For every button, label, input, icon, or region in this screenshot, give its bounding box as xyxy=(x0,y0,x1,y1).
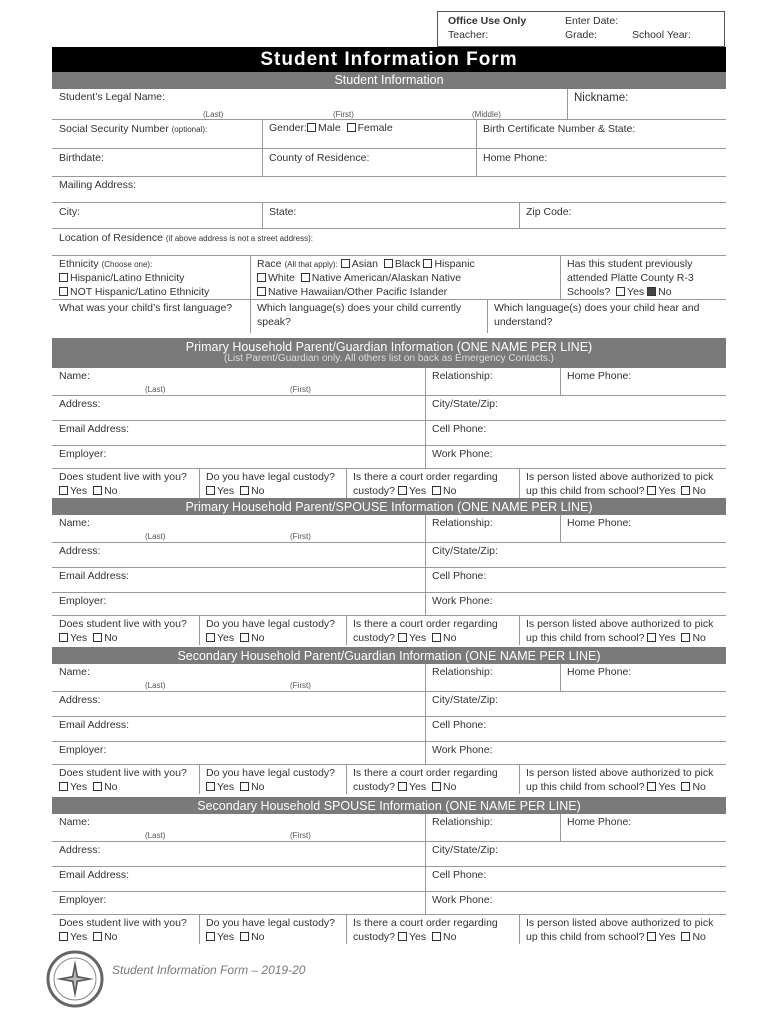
s1-employer-label: Employer: xyxy=(59,448,107,460)
first-language-label: What was your child’s first language? xyxy=(59,302,233,314)
s4-court-row: custody? Yes No xyxy=(353,931,457,943)
previous-no-checkbox[interactable] xyxy=(647,287,656,296)
s3-authorized-no-checkbox[interactable] xyxy=(681,782,690,791)
enter-date-label: Enter Date: xyxy=(565,15,619,27)
s1-authorized-yes-checkbox[interactable] xyxy=(647,486,656,495)
s4-work-label: Work Phone: xyxy=(432,894,493,906)
name-first-hint: (First) xyxy=(333,110,354,119)
s3-authorized-row: up this child from school? Yes No xyxy=(526,781,706,793)
ssn-note: (optional): xyxy=(171,125,208,134)
s1-work-label: Work Phone: xyxy=(432,448,493,460)
s3-name-label: Name: xyxy=(59,666,90,678)
s1-court-question-1: Is there a court order regarding xyxy=(353,471,498,483)
s3-live-yes-checkbox[interactable] xyxy=(59,782,68,791)
s2-court-question-1: Is there a court order regarding xyxy=(353,618,498,630)
s1-court-no-checkbox[interactable] xyxy=(432,486,441,495)
section-2-header: Primary Household Parent/SPOUSE Information (ONE NAME PER LINE) xyxy=(52,498,726,515)
s4-live-no-checkbox[interactable] xyxy=(93,932,102,941)
s2-employer-label: Employer: xyxy=(59,595,107,607)
s2-custody-question: Do you have legal custody? xyxy=(206,618,335,630)
race-heading: Race (All that apply): Asian Black Hispanic xyxy=(257,258,475,270)
s4-court-yes-checkbox[interactable] xyxy=(398,932,407,941)
s2-court-row: custody? Yes No xyxy=(353,632,457,644)
s4-custody-no-checkbox[interactable] xyxy=(240,932,249,941)
hispanic-ethnicity-option[interactable]: Hispanic/Latino Ethnicity xyxy=(59,272,184,284)
s4-live-question: Does student live with you? xyxy=(59,917,187,929)
s4-name-label: Name: xyxy=(59,816,90,828)
s2-first-hint: (First) xyxy=(290,532,311,541)
s1-last-hint: (Last) xyxy=(145,385,166,394)
zip-label: Zip Code: xyxy=(526,206,572,218)
previous-question-2: attended Platte County R-3 xyxy=(567,272,694,284)
s4-email-label: Email Address: xyxy=(59,869,130,881)
previous-question-1: Has this student previously xyxy=(567,258,693,270)
s1-home-phone-label: Home Phone: xyxy=(567,370,632,382)
gender-field xyxy=(269,122,393,134)
s4-home-phone-label: Home Phone: xyxy=(567,816,632,828)
section-3-header: Secondary Household Parent/Guardian Information (ONE NAME PER LINE) xyxy=(52,647,726,664)
s2-authorized-yes-checkbox[interactable] xyxy=(647,633,656,642)
s2-address-label: Address: xyxy=(59,545,101,557)
s3-court-row: custody? Yes No xyxy=(353,781,457,793)
race-note: (All that apply): xyxy=(284,260,338,269)
s2-live: Yes No xyxy=(59,632,118,644)
native-american-checkbox[interactable] xyxy=(301,273,310,282)
birthdate-label: Birthdate: xyxy=(59,152,104,164)
s3-city-state-zip-label: City/State/Zip: xyxy=(432,694,498,706)
s3-employer-label: Employer: xyxy=(59,744,107,756)
s2-authorized-question-1: Is person listed above authorized to pick xyxy=(526,618,714,630)
ssn-field[interactable] xyxy=(59,123,207,135)
section-1-subheader: (List Parent/Guardian only. All others list on back as Emergency Contacts.) xyxy=(224,353,554,364)
white-checkbox[interactable] xyxy=(257,273,266,282)
s1-custody: Yes No xyxy=(206,485,265,497)
s4-first-hint: (First) xyxy=(290,831,311,840)
home-language-label-2: speak? xyxy=(257,316,291,328)
s3-custody: Yes No xyxy=(206,781,265,793)
ethnicity-heading xyxy=(59,258,152,270)
s4-address-label: Address: xyxy=(59,844,101,856)
male-checkbox[interactable] xyxy=(307,123,316,132)
s3-authorized-question-1: Is person listed above authorized to pick xyxy=(526,767,714,779)
female-label: Female xyxy=(357,122,393,134)
s4-live-yes-checkbox[interactable] xyxy=(59,932,68,941)
s2-relationship-label: Relationship: xyxy=(432,517,493,529)
s1-city-state-zip-label: City/State/Zip: xyxy=(432,398,498,410)
district-seal-icon xyxy=(46,950,104,1008)
asian-checkbox[interactable] xyxy=(341,259,350,268)
s3-live: Yes No xyxy=(59,781,118,793)
s4-court-no-checkbox[interactable] xyxy=(432,932,441,941)
grade-label: Grade: xyxy=(565,29,598,41)
s2-custody: Yes No xyxy=(206,632,265,644)
s4-custody-yes-checkbox[interactable] xyxy=(206,932,215,941)
location-label: Location of Residence xyxy=(59,232,163,244)
s4-authorized-question-1: Is person listed above authorized to pick xyxy=(526,917,714,929)
hear-language-label-1: Which language(s) does your child hear and xyxy=(494,302,700,314)
s2-authorized-row: up this child from school? Yes No xyxy=(526,632,706,644)
location-field xyxy=(59,232,313,244)
not-hispanic-checkbox[interactable] xyxy=(59,287,68,296)
home-language-label-1: Which language(s) does your child currently xyxy=(257,302,462,314)
s4-authorized-yes-checkbox[interactable] xyxy=(647,932,656,941)
s1-first-hint: (First) xyxy=(290,385,311,394)
s3-court-no-checkbox[interactable] xyxy=(432,782,441,791)
s2-cell-label: Cell Phone: xyxy=(432,570,487,582)
native-hawaiian-checkbox[interactable] xyxy=(257,287,266,296)
s1-relationship-label: Relationship: xyxy=(432,370,493,382)
s2-court-yes-checkbox[interactable] xyxy=(398,633,407,642)
not-hispanic-option[interactable]: NOT Hispanic/Latino Ethnicity xyxy=(59,286,209,298)
male-label: Male xyxy=(317,122,341,134)
s4-last-hint: (Last) xyxy=(145,831,166,840)
s2-city-state-zip-label: City/State/Zip: xyxy=(432,545,498,557)
s2-live-no-checkbox[interactable] xyxy=(93,633,102,642)
s4-live: Yes No xyxy=(59,931,118,943)
city-label: City: xyxy=(59,206,80,218)
s1-court-yes-checkbox[interactable] xyxy=(398,486,407,495)
s2-live-question: Does student live with you? xyxy=(59,618,187,630)
s1-authorized-question-1: Is person listed above authorized to pick xyxy=(526,471,714,483)
s3-home-phone-label: Home Phone: xyxy=(567,666,632,678)
ssn-label: Social Security Number xyxy=(59,123,169,135)
ethnicity-note: (Choose one): xyxy=(101,260,153,269)
s1-live: Yes No xyxy=(59,485,118,497)
s2-work-label: Work Phone: xyxy=(432,595,493,607)
s1-cell-label: Cell Phone: xyxy=(432,423,487,435)
school-year-label: School Year: xyxy=(632,29,691,41)
s2-custody-yes-checkbox[interactable] xyxy=(206,633,215,642)
s4-court-question-1: Is there a court order regarding xyxy=(353,917,498,929)
s4-authorized-no-checkbox[interactable] xyxy=(681,932,690,941)
name-last-hint: (Last) xyxy=(203,110,224,119)
s3-relationship-label: Relationship: xyxy=(432,666,493,678)
s3-last-hint: (Last) xyxy=(145,681,166,690)
race-label: Race xyxy=(257,258,282,270)
s3-custody-no-checkbox[interactable] xyxy=(240,782,249,791)
s3-custody-question: Do you have legal custody? xyxy=(206,767,335,779)
s2-custody-no-checkbox[interactable] xyxy=(240,633,249,642)
s4-custody-question: Do you have legal custody? xyxy=(206,917,335,929)
s4-relationship-label: Relationship: xyxy=(432,816,493,828)
teacher-label: Teacher: xyxy=(448,29,489,41)
s1-live-yes-checkbox[interactable] xyxy=(59,486,68,495)
footer-text: Student Information Form – 2019-20 xyxy=(112,963,306,977)
s1-authorized-row: up this child from school? Yes No xyxy=(526,485,706,497)
s1-address-label: Address: xyxy=(59,398,101,410)
office-use-box xyxy=(437,11,725,47)
section-4-header: Secondary Household SPOUSE Information (ONE NAME PER LINE) xyxy=(52,797,726,814)
s1-court-row: custody? Yes No xyxy=(353,485,457,497)
s2-authorized-no-checkbox[interactable] xyxy=(681,633,690,642)
s3-live-question: Does student live with you? xyxy=(59,767,187,779)
nickname-label: Nickname: xyxy=(574,92,629,104)
form-title: Student Information Form xyxy=(52,47,726,72)
hispanic-ethnicity-checkbox[interactable] xyxy=(59,273,68,282)
s1-live-question: Does student live with you? xyxy=(59,471,187,483)
s2-last-hint: (Last) xyxy=(145,532,166,541)
s3-address-label: Address: xyxy=(59,694,101,706)
hispanic-race-checkbox[interactable] xyxy=(423,259,432,268)
state-label: State: xyxy=(269,206,297,218)
s3-cell-label: Cell Phone: xyxy=(432,719,487,731)
legal-name-label: Student’s Legal Name: xyxy=(59,91,166,103)
female-checkbox[interactable] xyxy=(347,123,356,132)
s2-live-yes-checkbox[interactable] xyxy=(59,633,68,642)
s3-court-yes-checkbox[interactable] xyxy=(398,782,407,791)
s4-city-state-zip-label: City/State/Zip: xyxy=(432,844,498,856)
race-row-3: Native Hawaiian/Other Pacific Islander xyxy=(257,286,447,298)
mailing-address-label: Mailing Address: xyxy=(59,179,137,191)
s2-name-label: Name: xyxy=(59,517,90,529)
s1-email-label: Email Address: xyxy=(59,423,130,435)
student-home-phone-label: Home Phone: xyxy=(483,152,548,164)
s2-court-no-checkbox[interactable] xyxy=(432,633,441,642)
name-middle-hint: (Middle) xyxy=(472,110,501,119)
birth-cert-label: Birth Certificate Number & State: xyxy=(483,123,636,135)
s1-authorized-no-checkbox[interactable] xyxy=(681,486,690,495)
s3-court-question-1: Is there a court order regarding xyxy=(353,767,498,779)
s2-home-phone-label: Home Phone: xyxy=(567,517,632,529)
s1-custody-question: Do you have legal custody? xyxy=(206,471,335,483)
previous-question-3: Schools? Yes No xyxy=(567,286,672,298)
race-row-2: White Native American/Alaskan Native xyxy=(257,272,461,284)
s1-live-no-checkbox[interactable] xyxy=(93,486,102,495)
s1-name-label: Name: xyxy=(59,370,90,382)
s3-custody-yes-checkbox[interactable] xyxy=(206,782,215,791)
s1-custody-no-checkbox[interactable] xyxy=(240,486,249,495)
office-use-label: Office Use Only xyxy=(448,15,527,27)
s4-authorized-row: up this child from school? Yes No xyxy=(526,931,706,943)
s2-email-label: Email Address: xyxy=(59,570,130,582)
gender-label: Gender: xyxy=(269,122,307,134)
ethnicity-label: Ethnicity xyxy=(59,258,99,270)
s4-employer-label: Employer: xyxy=(59,894,107,906)
section-1-header: Primary Household Parent/Guardian Information (ONE NAME PER LINE) xyxy=(52,338,726,368)
s3-first-hint: (First) xyxy=(290,681,311,690)
previous-yes-checkbox[interactable] xyxy=(616,287,625,296)
s3-live-no-checkbox[interactable] xyxy=(93,782,102,791)
hear-language-label-2: understand? xyxy=(494,316,553,328)
student-info-header: Student Information xyxy=(52,72,726,89)
s3-email-label: Email Address: xyxy=(59,719,130,731)
s3-work-label: Work Phone: xyxy=(432,744,493,756)
county-label: County of Residence: xyxy=(269,152,370,164)
black-checkbox[interactable] xyxy=(384,259,393,268)
s3-authorized-yes-checkbox[interactable] xyxy=(647,782,656,791)
s4-cell-label: Cell Phone: xyxy=(432,869,487,881)
s1-custody-yes-checkbox[interactable] xyxy=(206,486,215,495)
location-note: (if above address is not a street address): xyxy=(165,234,314,243)
s4-custody: Yes No xyxy=(206,931,265,943)
